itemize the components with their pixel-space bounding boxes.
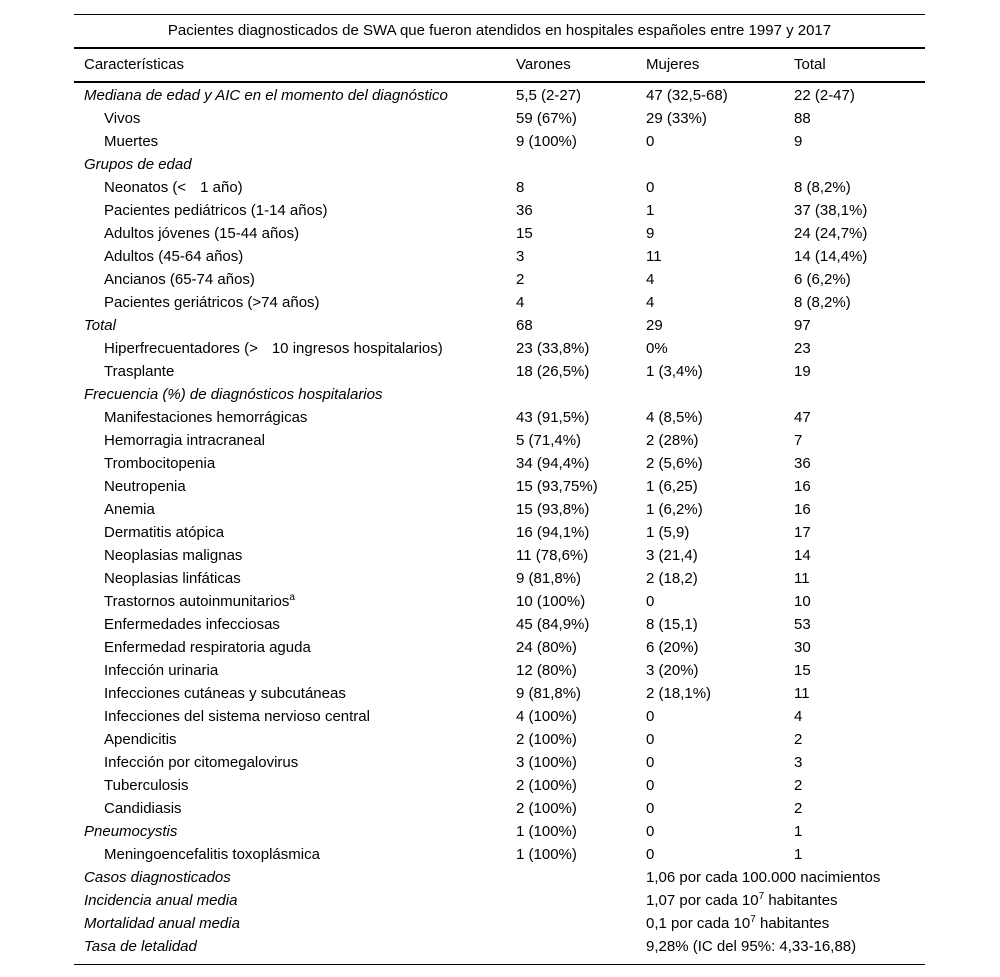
table-row <box>74 797 925 820</box>
row-label: Tuberculosis <box>104 777 189 794</box>
row-label: Mediana de edad y AIC en el momento del diagnóstico <box>84 87 448 104</box>
row-label: Trasplante <box>104 363 175 380</box>
cell-mujeres: 2 (18,2) <box>646 570 698 587</box>
row-label: Infecciones del sistema nervioso central <box>104 708 370 725</box>
cell-varones: 59 (67%) <box>516 110 577 127</box>
table-row <box>74 705 925 728</box>
cell-total: 23 <box>794 340 811 357</box>
header-total: Total <box>794 56 826 73</box>
table-row <box>74 337 925 360</box>
row-label: Neoplasias malignas <box>104 547 243 564</box>
row-label: Enfermedad respiratoria aguda <box>104 639 311 656</box>
cell-mujeres: 0 <box>646 708 655 725</box>
table-row <box>74 590 925 613</box>
cell-total: 16 <box>794 501 811 518</box>
cell-varones: 43 (91,5%) <box>516 409 590 426</box>
cell-varones: 36 <box>516 202 533 219</box>
cell-varones: 1 (100%) <box>516 823 577 840</box>
table-row <box>74 498 925 521</box>
row-label: Infección urinaria <box>104 662 219 679</box>
header-caracteristicas: Características <box>84 56 185 73</box>
cell-total: 14 (14,4%) <box>794 248 868 265</box>
cell-total: 11 <box>794 685 810 702</box>
cell-mujeres: 4 (8,5%) <box>646 409 703 426</box>
cell-total: 2 <box>794 777 803 794</box>
cell-total: 14 <box>794 547 811 564</box>
table-caption: Pacientes diagnosticados de SWA que fueron atendidos en hospitales españoles entre 1997 y 2017 <box>167 22 832 39</box>
cell-mujeres: 9 <box>646 225 655 242</box>
cell-varones: 23 (33,8%) <box>516 340 590 357</box>
row-label: Infecciones cutáneas y subcutáneas <box>104 685 346 702</box>
cell-wide: 0,1 por cada $10^7$ habitantes <box>646 914 830 932</box>
cell-varones: 15 <box>516 225 533 242</box>
row-label: Vivos <box>104 110 141 127</box>
cell-total: 17 <box>794 524 811 541</box>
table-row <box>74 245 925 268</box>
table-row <box>74 452 925 475</box>
cell-varones: 12 (80%) <box>516 662 577 679</box>
cell-varones: 5,5 (2-27) <box>516 87 582 104</box>
header-row <box>74 49 925 81</box>
cell-total: 3 <box>794 754 803 771</box>
row-label: Ancianos (65-74 años) <box>104 271 255 288</box>
table-body <box>74 84 925 958</box>
table-container <box>74 14 925 965</box>
row-label: Pacientes geriátricos (>74 años) <box>104 294 320 311</box>
cell-total: 7 <box>794 432 803 449</box>
cell-mujeres: 0 <box>646 777 655 794</box>
cell-varones: 5 (71,4%) <box>516 432 582 449</box>
cell-varones: 68 <box>516 317 533 334</box>
cell-varones: 1 (100%) <box>516 846 577 863</box>
header-varones: Varones <box>516 56 571 73</box>
table-row <box>74 820 925 843</box>
cell-wide: 1,06 por cada 100.000 nacimientos <box>646 869 881 886</box>
table-row <box>74 613 925 636</box>
cell-mujeres: 0 <box>646 593 655 610</box>
cell-total: 4 <box>794 708 803 725</box>
table-row <box>74 107 925 130</box>
table-row <box>74 130 925 153</box>
cell-total: 2 <box>794 731 803 748</box>
cell-varones: 2 (100%) <box>516 777 577 794</box>
cell-total: 24 (24,7%) <box>794 225 868 242</box>
cell-mujeres: 11 <box>646 248 662 265</box>
cell-mujeres: 0 <box>646 754 655 771</box>
table-row <box>74 222 925 245</box>
header-mujeres: Mujeres <box>646 56 700 73</box>
row-label: Adultos jóvenes (15-44 años) <box>104 225 300 242</box>
cell-mujeres: 8 (15,1) <box>646 616 698 633</box>
row-label: Trastornos autoinmunitarios$^a$ <box>104 592 295 610</box>
row-label: Manifestaciones hemorrágicas <box>104 409 308 426</box>
cell-total: 11 <box>794 570 810 587</box>
cell-mujeres: 1 (5,9) <box>646 524 690 541</box>
cell-varones: 10 (100%) <box>516 593 586 610</box>
cell-varones: 4 (100%) <box>516 708 577 725</box>
row-label: Pacientes pediátricos (1-14 años) <box>104 202 328 219</box>
table-row <box>74 866 925 889</box>
cell-varones: 9 (100%) <box>516 133 577 150</box>
cell-varones: 18 (26,5%) <box>516 363 590 380</box>
table-row <box>74 659 925 682</box>
cell-total: 8 (8,2%) <box>794 294 851 311</box>
cell-total: 37 (38,1%) <box>794 202 868 219</box>
table-row <box>74 935 925 958</box>
row-label: Dermatitis atópica <box>104 524 225 541</box>
cell-total: 16 <box>794 478 811 495</box>
cell-varones: 9 (81,8%) <box>516 685 582 702</box>
cell-mujeres: 0 <box>646 823 655 840</box>
table-row <box>74 314 925 337</box>
cell-mujeres: 29 (33%) <box>646 110 707 127</box>
table-row <box>74 636 925 659</box>
cell-mujeres: 3 (21,4) <box>646 547 698 564</box>
cell-mujeres: 1 <box>646 202 655 219</box>
table-row <box>74 889 925 912</box>
cell-total: 10 <box>794 593 811 610</box>
row-label: Tasa de letalidad <box>84 938 197 955</box>
table-row <box>74 406 925 429</box>
cell-varones: 15 (93,75%) <box>516 478 598 495</box>
row-label: Neoplasias linfáticas <box>104 570 241 587</box>
cell-mujeres: 3 (20%) <box>646 662 699 679</box>
section-label: Grupos de edad <box>84 156 192 173</box>
cell-mujeres: 2 (28%) <box>646 432 699 449</box>
row-label: Infección por citomegalovirus <box>104 754 299 771</box>
cell-varones: 24 (80%) <box>516 639 577 656</box>
cell-total: 1 <box>794 823 803 840</box>
cell-total: 97 <box>794 317 811 334</box>
cell-total: 19 <box>794 363 811 380</box>
cell-varones: 4 <box>516 294 525 311</box>
cell-mujeres: 1 (6,2%) <box>646 501 703 518</box>
cell-wide: 9,28% (IC del 95%: 4,33-16,88) <box>646 938 857 955</box>
section-label: Frecuencia (%) de diagnósticos hospitalarios <box>84 386 383 403</box>
cell-varones: 9 (81,8%) <box>516 570 582 587</box>
table-row <box>74 291 925 314</box>
cell-total: 88 <box>794 110 811 127</box>
cell-total: 6 (6,2%) <box>794 271 851 288</box>
cell-mujeres: 0% <box>646 340 668 357</box>
cell-total: 1 <box>794 846 803 863</box>
cell-mujeres: 6 (20%) <box>646 639 699 656</box>
cell-mujeres: 0 <box>646 731 655 748</box>
cell-total: 15 <box>794 662 811 679</box>
cell-varones: 2 (100%) <box>516 731 577 748</box>
row-label: Incidencia anual media <box>84 892 238 909</box>
cell-total: 2 <box>794 800 803 817</box>
row-label: Total <box>84 317 116 334</box>
row-label: Trombocitopenia <box>104 455 216 472</box>
cell-wide: 1,07 por cada $10^7$ habitantes <box>646 891 838 909</box>
row-label: Enfermedades infecciosas <box>104 616 280 633</box>
table-row <box>74 567 925 590</box>
cell-mujeres: 0 <box>646 179 655 196</box>
cell-mujeres: 0 <box>646 846 655 863</box>
cell-varones: 8 <box>516 179 525 196</box>
row-label: Hiperfrecuentadores (> 10 ingresos hospitalarios) <box>104 340 443 357</box>
table-row <box>74 521 925 544</box>
cell-total: 36 <box>794 455 811 472</box>
cell-mujeres: 47 (32,5-68) <box>646 87 728 104</box>
row-label: Hemorragia intracraneal <box>104 432 265 449</box>
table-row <box>74 912 925 935</box>
cell-total: 30 <box>794 639 811 656</box>
row-label: Neonatos (< 1 año) <box>104 179 243 196</box>
cell-mujeres: 2 (5,6%) <box>646 455 703 472</box>
cell-mujeres: 0 <box>646 800 655 817</box>
cell-mujeres: 0 <box>646 133 655 150</box>
cell-total: 47 <box>794 409 811 426</box>
row-label: Meningoencefalitis toxoplásmica <box>104 846 320 863</box>
cell-varones: 11 (78,6%) <box>516 547 589 564</box>
table-row <box>74 475 925 498</box>
table-row <box>74 728 925 751</box>
cell-mujeres: 4 <box>646 271 655 288</box>
cell-varones: 3 <box>516 248 525 265</box>
table-row <box>74 84 925 107</box>
section-row <box>74 153 925 176</box>
table-row <box>74 682 925 705</box>
cell-mujeres: 29 <box>646 317 663 334</box>
header-rule <box>74 81 925 83</box>
table-row <box>74 268 925 291</box>
row-label: Pneumocystis <box>84 823 178 840</box>
table-row <box>74 774 925 797</box>
table-row <box>74 429 925 452</box>
cell-mujeres: 1 (3,4%) <box>646 363 703 380</box>
row-label: Candidiasis <box>104 800 182 817</box>
cell-varones: 2 <box>516 271 525 288</box>
cell-total: 53 <box>794 616 811 633</box>
cell-varones: 45 (84,9%) <box>516 616 590 633</box>
row-label: Casos diagnosticados <box>84 869 231 886</box>
cell-varones: 2 (100%) <box>516 800 577 817</box>
cell-varones: 3 (100%) <box>516 754 577 771</box>
cell-total: 9 <box>794 133 803 150</box>
table-row <box>74 360 925 383</box>
row-label: Neutropenia <box>104 478 186 495</box>
row-label: Mortalidad anual media <box>84 915 240 932</box>
row-label: Anemia <box>104 501 155 518</box>
section-row <box>74 383 925 406</box>
cell-varones: 16 (94,1%) <box>516 524 590 541</box>
table-row <box>74 843 925 866</box>
row-label: Adultos (45-64 años) <box>104 248 244 265</box>
cell-varones: 15 (93,8%) <box>516 501 590 518</box>
cell-mujeres: 4 <box>646 294 655 311</box>
footnote-marker: a <box>289 592 295 603</box>
table-row <box>74 751 925 774</box>
table-row <box>74 199 925 222</box>
row-label: Apendicitis <box>104 731 177 748</box>
cell-mujeres: 1 (6,25) <box>646 478 698 495</box>
table-row <box>74 176 925 199</box>
row-label: Muertes <box>104 133 159 150</box>
cell-mujeres: 2 (18,1%) <box>646 685 712 702</box>
bottom-rule <box>74 964 925 965</box>
table-row <box>74 544 925 567</box>
cell-varones: 34 (94,4%) <box>516 455 590 472</box>
cell-total: 22 (2-47) <box>794 87 855 104</box>
cell-total: 8 (8,2%) <box>794 179 851 196</box>
